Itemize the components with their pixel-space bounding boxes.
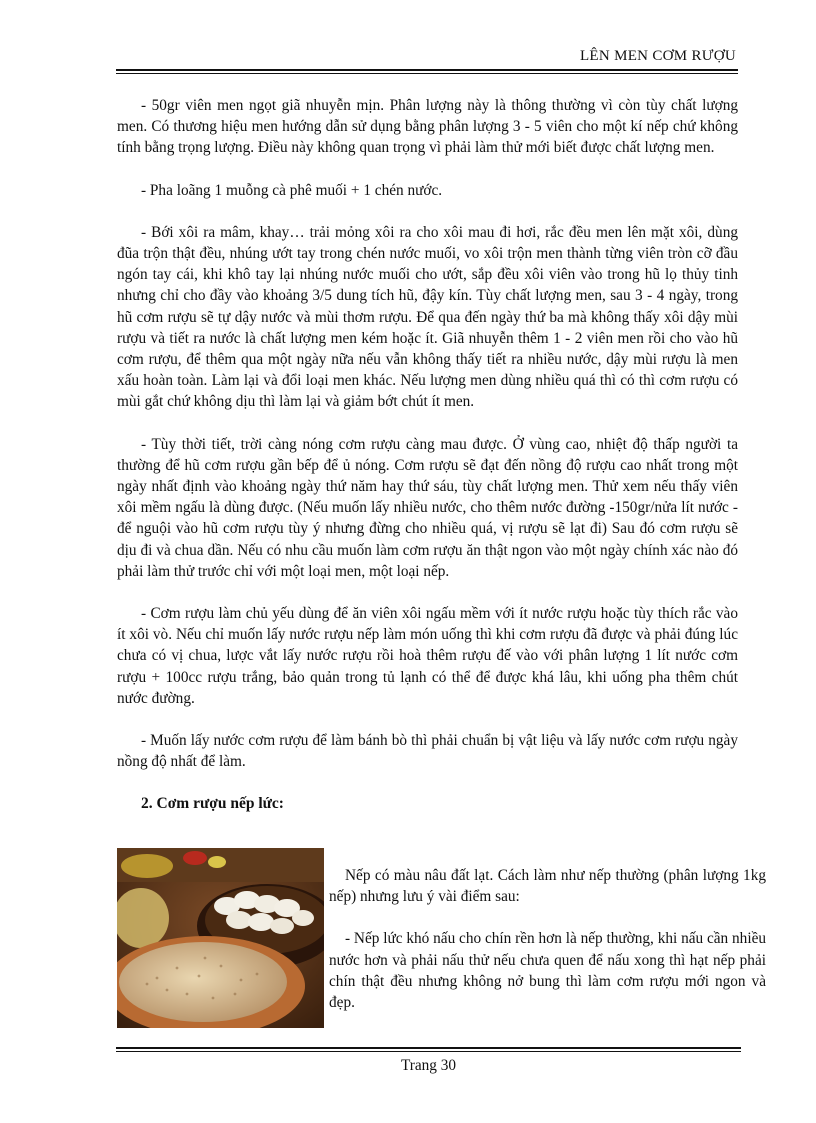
paragraph-banh-bo: - Muốn lấy nước cơm rượu để làm bánh bò thì phải chuẩn bị vật liệu và lấy nước cơm rượu ngày nồng độ nhất để làm. — [117, 732, 738, 771]
footer-rule-thick — [116, 1047, 741, 1049]
header-rule-thick — [116, 69, 738, 71]
brown-rice-photo — [117, 848, 324, 1028]
header-title: LÊN MEN CƠM RƯỢU — [579, 48, 736, 64]
footer-rule-thin — [116, 1051, 741, 1052]
paragraph-yeast: - 50gr viên men ngọt giã nhuyễn mịn. Phân lượng này là thông thường vì còn tùy chất lượng men. Có thương hiệu men hướng dẫn sử dụng bằng phân lượng 3 - 5 viên cho một kí nếp chứ không tính bằng trọng lượng. Điều này không quan trọng vì phải làm thử mới biết được chất lượng men. — [117, 97, 738, 157]
section-heading: 2. Cơm rượu nếp lức: — [141, 795, 284, 813]
paragraph-salt-water: - Pha loãng 1 muỗng cà phê muối + 1 chén nước. — [141, 181, 443, 199]
page-footer — [116, 1047, 741, 1075]
brown-rice-section — [117, 848, 767, 1030]
paragraph-weather: - Tùy thời tiết, trời càng nóng cơm rượu càng mau được. Ở vùng cao, nhiệt độ thấp người ta thường để hũ cơm rượu gần bếp để ủ nóng. Cơm rượu sẽ đạt đến nồng độ rượu cao nhất trong một ngày nhất định vào khoảng ngày thứ năm hay thứ sáu, tùy chất lượng men. Thử xem nếu thấy viên xôi mềm ngấu là dùng được. (Nếu muốn lấy nhiều nước, cho thêm nước đường -150gr/nửa lít nước - để nguội vào hũ cơm rượu tùy ý nhưng đừng cho nhiều quá, vị rượu sẽ lạt đi) Sau đó cơm rượu sẽ dịu đi và chua dần. Nếu có nhu cầu muốn làm cơm rượu ăn thật ngon vào một ngày chính xác nào đó phải làm thử trước chỉ với một loại men, một loại nếp. — [117, 435, 738, 580]
brown-rice-intro: Nếp có màu nâu đất lạt. Cách làm như nếp thường (phân lượng 1kg nếp) nhưng lưu ý vài điểm sau: — [329, 867, 766, 906]
page-number: Trang 30 — [400, 1057, 457, 1074]
brown-rice-text — [329, 865, 766, 1034]
brown-rice-note: - Nếp lức khó nấu cho chín rền hơn là nếp thường, khi nấu cần nhiều nước hơn và phải nấu thử nếu chưa quen để nấu xong thì hạt nếp phải chín thật đều nhưng không nở bung thì làm cơm rượu mới ngon và đẹp. — [329, 930, 767, 1012]
paragraph-rolling-rice: - Bới xôi ra mâm, khay… trải mỏng xôi ra cho xôi mau đi hơi, rắc đều men lên mặt xôi, dùng đũa trộn thật đều, nhúng ướt tay trong chén nước muối, vo xôi trộn men thành từng viên tròn cỡ đầu ngón tay cái, khi khô tay lại nhúng nước muối cho ướt, sắp đều xôi viên vào trong hũ lọ thủy tinh nhưng chỉ cho đầy vào khoảng 3/5 dung tích hũ, đậy kín. Tùy chất lượng men, sau 3 - 4 ngày, trong hũ cơm rượu sẽ tự dậy nước và mùi thơm rượu. Để qua đến ngày thứ ba mà không thấy xôi dậy mùi rượu và tiết ra nước là chất lượng men kém hoặc ít. Giã nhuyễn thêm 1 - 2 viên men rồi cho vào hũ cơm rượu, để thêm qua một ngày nữa nếu vẫn không thấy tiết ra nhiều nước, dậy mùi rượu là men xấu hoàn toàn. Làm lại và đổi loại men khác. Nếu lượng men dùng nhiều quá thì có thì cơm rượu có mùi gắt chứ không dịu thì làm lại và giảm bớt chút ít men. — [117, 223, 738, 411]
page-header — [116, 48, 738, 74]
document-body — [117, 95, 738, 815]
header-rule-thin — [116, 73, 738, 74]
paragraph-usage: - Cơm rượu làm chủ yếu dùng để ăn viên xôi ngấu mềm với ít nước rượu hoặc tùy thích rắc vào ít xôi vò. Nếu chỉ muốn lấy nước rượu nếp làm món uống thì khi cơm rượu đã được và phải đúng lúc chưa có vị chua, lược vắt lấy nước rượu rồi hoà thêm rượu đế vào với phân lượng 1 lít nước cơm rượu + 100cc rượu trắng, bảo quản trong tủ lạnh có thể để được khá lâu, khi uống pha thêm chút nước đường. — [117, 605, 738, 707]
